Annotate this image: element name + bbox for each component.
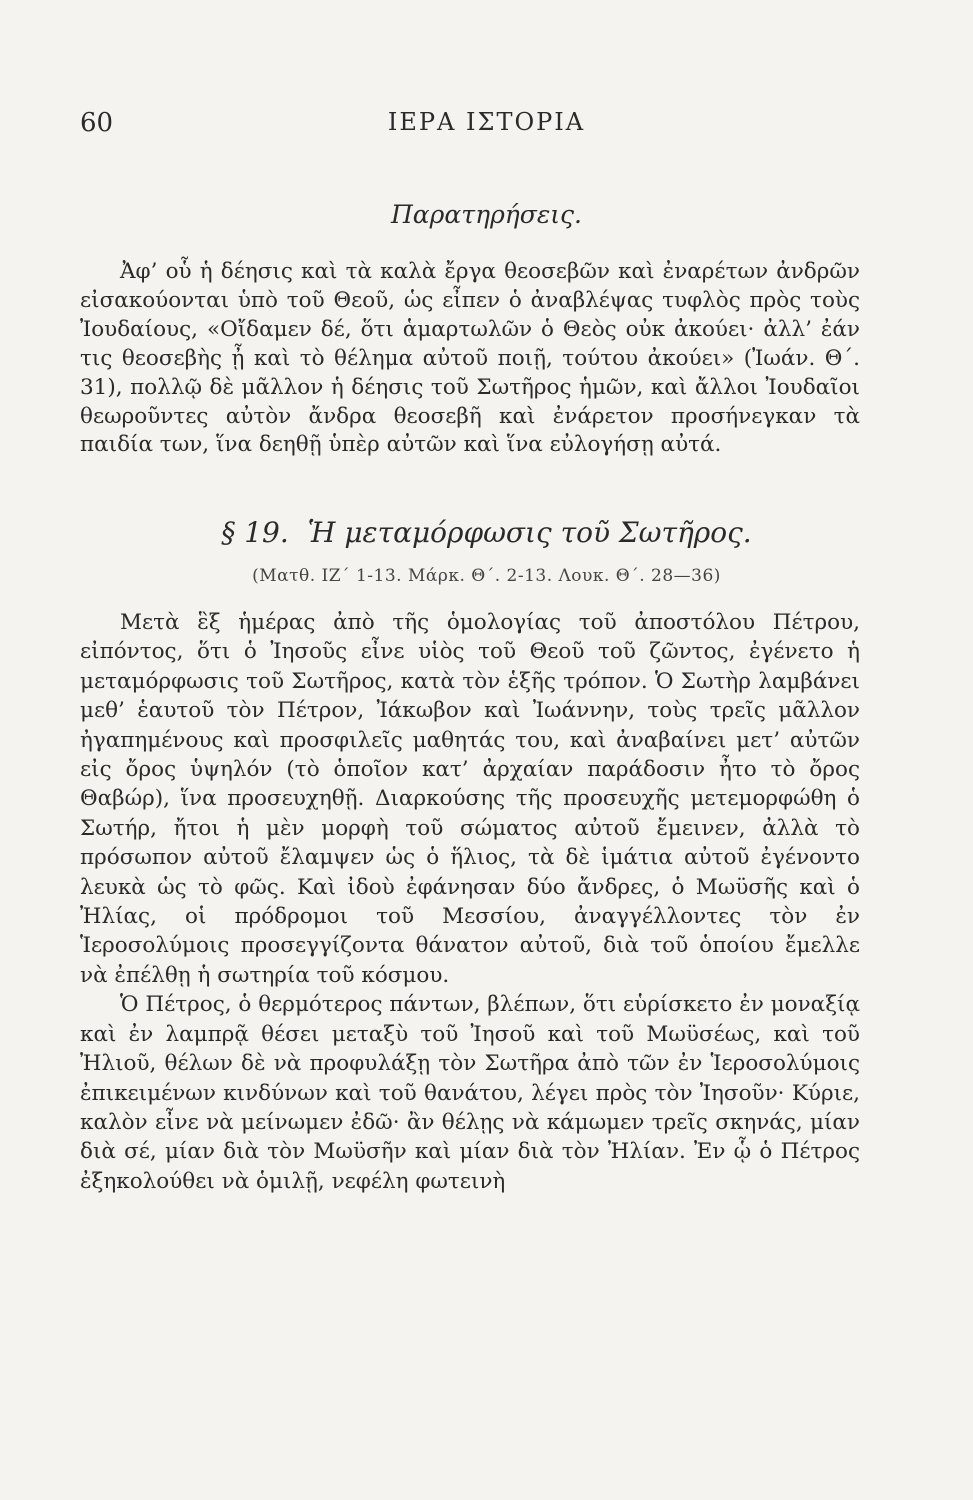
- running-title: ΙΕΡΑ ΙΣΤΟΡΙΑ: [387, 108, 586, 136]
- section-number: § 19.: [221, 516, 289, 549]
- observations-heading: Παρατηρήσεις.: [391, 200, 582, 229]
- section-reference: (Ματθ. ΙΖ΄ 1-13. Μάρκ. Θ΄. 2-13. Λουκ. Θ΄. 28—36): [252, 566, 721, 586]
- body-paragraph: Μετὰ ἓξ ἡμέρας ἀπὸ τῆς ὁμολογίας τοῦ ἀποστόλου Πέτρου, εἰπόντος, ὅτι ὁ Ἰησοῦς εἶνε υἱὸς τοῦ Θεοῦ τοῦ ζῶντος, ἐγένετο ἡ μεταμόρφωσις τοῦ Σωτῆρος, κατὰ τὸν ἑξῆς τρόπον. Ὁ Σωτὴρ λαμβάνει μεθ’ ἑαυτοῦ τὸν Πέτρον, Ἰάκωβον καὶ Ἰωάννην, τοὺς τρεῖς μᾶλλον ἠγαπημένους καὶ προσφιλεῖς μαθητάς του, καὶ ἀναβαίνει μετ’ αὐτῶν εἰς ὄρος ὑψηλόν (τὸ ὁποῖον κατ’ ἀρχαίαν παράδοσιν ἦτο τὸ ὄρος Θαβώρ), ἵνα προσευχηθῇ. Διαρκούσης τῆς προσευχῆς μετεμορφώθη ὁ Σωτήρ, ἤτοι ἡ μὲν μορφὴ τοῦ σώματος αὐτοῦ ἔμεινεν, ἀλλὰ τὸ πρόσωπον αὐτοῦ ἔλαμψεν ὡς ὁ ἥλιος, τὰ δὲ ἱμάτια αὐτοῦ ἐγένοντο λευκὰ ὡς τὸ φῶς. Καὶ ἰδοὺ ἐφάνησαν δύο ἄνδρες, ὁ Μωϋσῆς καὶ ὁ Ἠλίας, οἱ πρόδρομοι τοῦ Μεσσίου, ἀναγγέλλοντες τὸν ἐν Ἱεροσολύμοις προσεγγίζοντα θάνατον αὐτοῦ, διὰ τοῦ ὁποίου ἔμελλε νὰ ἐπέλθῃ ἡ σωτηρία τοῦ κόσμου.: [80, 610, 860, 988]
- page-number: 60: [80, 108, 114, 138]
- observations-block: [80, 258, 860, 460]
- section-heading: [0, 516, 973, 549]
- page-header: [0, 108, 973, 148]
- observations-paragraph: Ἀφ’ οὗ ἡ δέησις καὶ τὰ καλὰ ἔργα θεοσεβῶν καὶ ἐναρέτων ἀνδρῶν εἰσακούονται ὑπὸ τοῦ Θεοῦ, ὡς εἶπεν ὁ ἀναβλέψας τυφλὸς πρὸς τοὺς Ἰουδαίους, «Οἴδαμεν δέ, ὅτι ἁμαρτωλῶν ὁ Θεὸς οὐκ ἀκούει· ἀλλ’ ἐάν τις θεοσεβὴς ᾖ καὶ τὸ θέλημα αὐτοῦ ποιῇ, τούτου ἀκούει» (Ἰωάν. Θ΄. 31), πολλῷ δὲ μᾶλλον ἡ δέησις τοῦ Σωτῆρος ἡμῶν, καὶ ἄλλοι Ἰουδαῖοι θεωροῦντες αὐτὸν ἄνδρα θεοσεβῆ καὶ ἐνάρετον προσήνεγκαν τὰ παιδία των, ἵνα δεηθῇ ὑπὲρ αὐτῶν καὶ ἵνα εὐλογήσῃ αὐτά.: [80, 259, 860, 458]
- section-body: [80, 608, 860, 1196]
- body-paragraph: Ὁ Πέτρος, ὁ θερμότερος πάντων, βλέπων, ὅτι εὑρίσκετο ἐν μοναξίᾳ καὶ ἐν λαμπρᾷ θέσει μεταξὺ τοῦ Ἰησοῦ καὶ τοῦ Μωϋσέως, καὶ τοῦ Ἠλιοῦ, θέλων δὲ νὰ προφυλάξῃ τὸν Σωτῆρα ἀπὸ τῶν ἐν Ἱεροσολύμοις ἐπικειμένων κινδύνων καὶ τοῦ θανάτου, λέγει πρὸς τὸν Ἰησοῦν· Κύριε, καλὸν εἶνε νὰ μείνωμεν ἐδῶ· ἂν θέλῃς νὰ κάμωμεν τρεῖς σκηνάς, μίαν διὰ σέ, μίαν διὰ τὸν Μωϋσῆν καὶ μίαν διὰ τὸν Ἠλίαν. Ἐν ᾧ ὁ Πέτρος ἐξηκολούθει νὰ ὁμιλῇ, νεφέλη φωτεινὴ: [80, 992, 860, 1194]
- section-title: Ἡ μεταμόρφωσις τοῦ Σωτῆρος.: [307, 516, 752, 549]
